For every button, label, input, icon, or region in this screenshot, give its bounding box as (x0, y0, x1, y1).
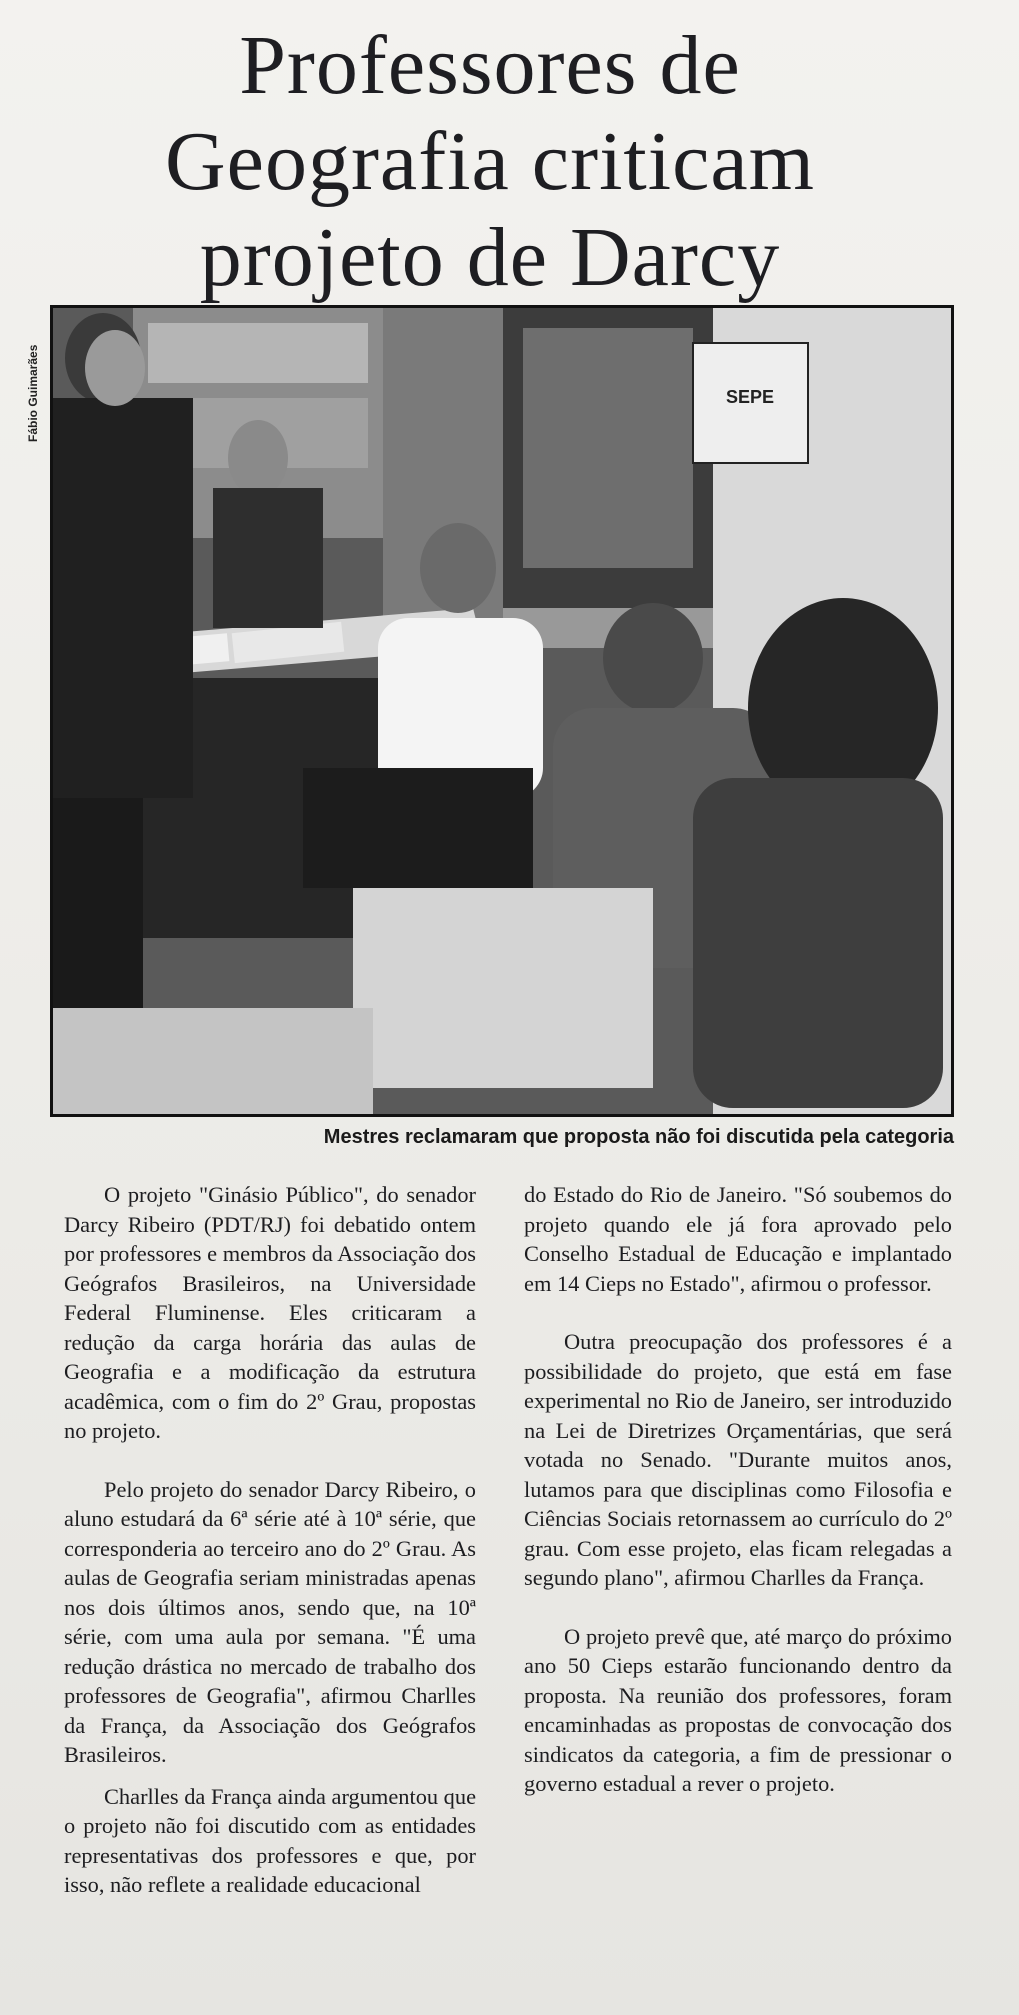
photo-illustration (53, 308, 951, 1114)
article-paragraph: O projeto "Ginásio Público", do senador Darcy Ribeiro (PDT/RJ) foi debatido ontem por professores e membros da Associação dos Geógrafos Brasileiros, na Universidade Federal Fluminense. Eles criticaram a redução da carga horária das aulas de Geografia e a modificação da estrutura acadêmica, com o fim do 2º Grau, propostas no projeto. (64, 1182, 476, 1443)
article-column-right (524, 1180, 952, 1799)
news-photo (50, 305, 954, 1117)
sepe-sign-text: SEPE (725, 387, 775, 407)
photo-credit: Fábio Guimarães (26, 344, 40, 442)
article-paragraph: O projeto prevê que, até março do próximo ano 50 Cieps estarão funcionando dentro da proposta. Na reunião dos professores, foram encaminhadas as propostas de convocação dos sindicatos da categoria, a fim de pressionar o governo estadual a rever o projeto. (524, 1623, 952, 1796)
article-paragraph: Charlles da França ainda argumentou que o projeto não foi discutido com as entidades representativas dos professores e que, por isso, não reflete a realidade educacional (64, 1783, 477, 1897)
headline (60, 18, 920, 306)
headline-line-2: Geografia criticam (165, 115, 815, 208)
photo-caption: Mestres reclamaram que proposta não foi discutida pela categoria (323, 1126, 954, 1148)
headline-line-3: projeto de Darcy (199, 211, 781, 304)
headline-line-1: Professores de (239, 19, 741, 112)
article-paragraph: Pelo projeto do senador Darcy Ribeiro, o aluno estudará da 6ª série até à 10ª série, que corresponderia ao terceiro ano do 2º Grau. As aulas de Geografia seriam ministradas apenas nos dois últimos anos, sendo que, na 10ª série, com uma aula por semana. "É uma redução drástica no mercado de trabalho dos professores de Geografia", afirmou Charlles da França, da Associação dos Geógrafos Brasileiros. (64, 1476, 476, 1767)
article-paragraph: do Estado do Rio de Janeiro. "Só soubemos do projeto quando ele já fora aprovado pelo Conselho Estadual de Educação e implantado em 14 Cieps no Estado", afirmou o professor. (524, 1182, 952, 1296)
article-column-left (64, 1180, 476, 1900)
article-paragraph: Outra preocupação dos professores é a possibilidade do projeto, que está em fase experimental no Rio de Janeiro, ser introduzido na Lei de Diretrizes Orçamentárias, que será votada no Senado. "Durante muitos anos, lutamos para que disciplinas como Filosofia e Ciências Sociais retornassem ao currículo do 2º grau. Com esse projeto, elas ficam relegadas a segundo plano", afirmou Charlles da França. (524, 1329, 952, 1590)
